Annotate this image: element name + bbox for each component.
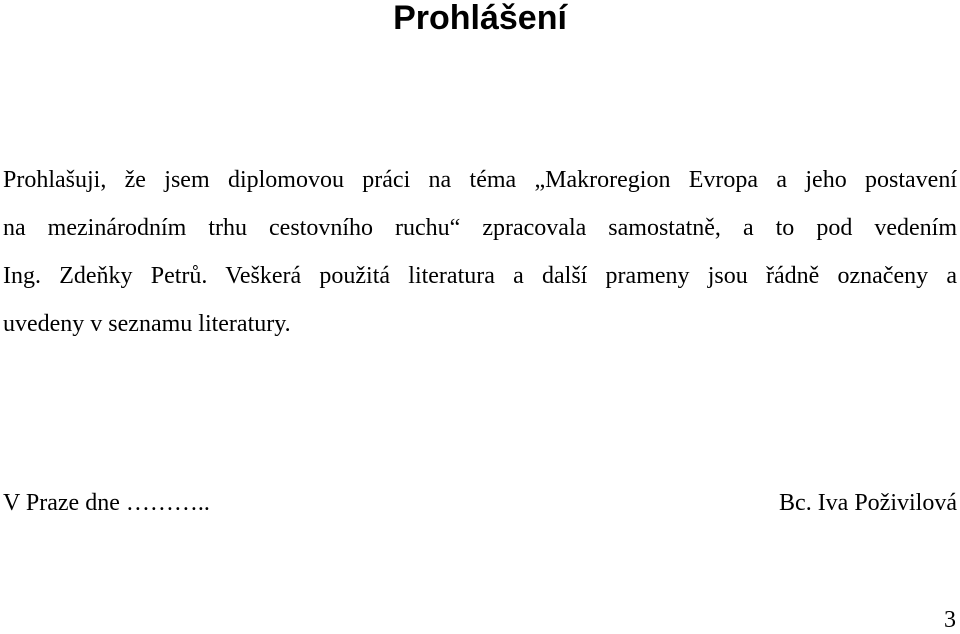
place-date: V Praze dne ……….. — [3, 490, 210, 516]
declaration-line: uvedeny v seznamu literatury. — [3, 311, 291, 337]
signature-row — [3, 488, 957, 518]
declaration-line: Prohlašuji, že jsem diplomovou práci na téma „Makroregion Evropa a jeho postavení — [3, 167, 957, 193]
author-name: Bc. Iva Poživilová — [779, 490, 957, 516]
declaration-line: Ing. Zdeňky Petrů. Veškerá použitá literatura a další prameny jsou řádně označeny a — [3, 263, 957, 289]
declaration-line: na mezinárodním trhu cestovního ruchu“ zpracovala samostatně, a to pod vedením — [3, 215, 957, 241]
page-title: Prohlášení — [393, 0, 567, 37]
declaration-paragraph — [3, 156, 957, 348]
page-number: 3 — [944, 607, 956, 633]
